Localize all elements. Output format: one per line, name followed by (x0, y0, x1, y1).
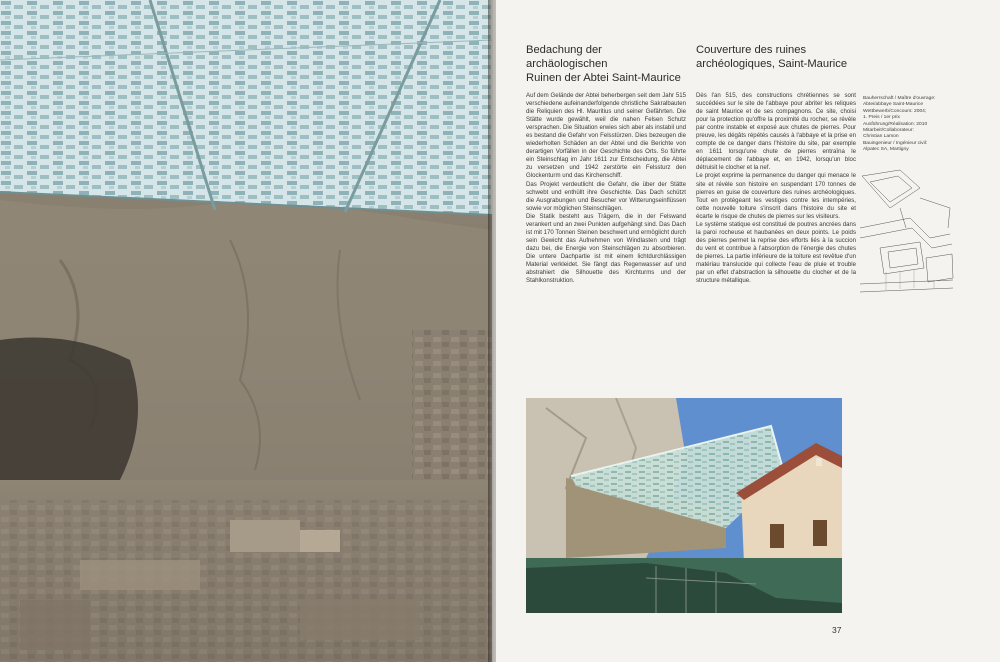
right-page (496, 0, 1000, 662)
paragraph: Le projet exprime la permanence du danger qui menace le site et révèle son histoire en suspendant 170 tonnes de pierres en guise de couverture des ruines archéologiques. Tout en protégeant les vestiges contre les intempéries, cette nouvelle toiture s'inscrit dans l'histoire du site et écarte le risque de chutes de pierres sur les visiteurs. (696, 172, 856, 220)
exterior-photo-image (526, 398, 842, 613)
paragraph: Die Statik besteht aus Trägern, die in der Felswand verankert und an zwei Punkten aufgehängt sind. Das Dach ist mit 170 Tonnen Steinen beschwert und ermöglicht durch sein Gewicht das Aufnehmen von Windlasten und trägt dazu bei, die Energie von Steinschlägen zu absorbieren. Die untere Dachpartie ist mit einem lichtdurchlässigen Material verkleidet. Sie fängt das Regenwasser auf und abstrahiert die Silhouette des Kirchturms und der Stahlkonstruktion. (526, 212, 686, 285)
body-text-french (696, 92, 856, 285)
credit-line: Bauingenieur / Ingénieur civil: (863, 140, 928, 146)
credit-line: Christian Lamon (863, 134, 899, 140)
paragraph: Das Projekt verdeutlicht die Gefahr, die über der Stätte schwebt und enthüllt ihre Geschichte. Das Dach schützt die Ausgrabungen und Besucher vor Witterungseinflüssen sowie vor möglichen Steinschlägen. (526, 180, 686, 212)
credit-line: Mitarbeit/Collaborateur: (863, 128, 914, 134)
credit-line: Alpatec SA, Martigny (863, 147, 909, 153)
site-plan-drawing (860, 168, 955, 300)
credit-line: Wettbewerb/Concours: 2004; (863, 108, 927, 114)
paragraph: Le système statique est constitué de poutres ancrées dans la paroi rocheuse et haubanées en deux points. Le poids des pierres permet la reprise des efforts liés à la succion du vent et contribue à l'absorption de l'énergie des chutes de pierres. La partie inférieure de la toiture est revêtue d'un matériau translucide qui collecte l'eau de pluie et trouble par un effet d'abstraction la silhouette du clocher et de la structure métallique. (696, 220, 856, 285)
credit-line: 1. Preis / 1er prix (863, 115, 900, 121)
title-german (526, 43, 686, 85)
page-number: 37 (832, 625, 842, 635)
left-page-photo (0, 0, 492, 662)
title-french-line-2: archéologiques, Saint-Maurice (696, 58, 848, 70)
project-credits (863, 96, 963, 154)
title-german-line-2: Ruinen der Abtei Saint-Maurice (526, 72, 681, 84)
credit-line: Bauherrschaft / Maître d'ouvrage: (863, 96, 936, 101)
title-french (696, 43, 856, 71)
body-text-german (526, 92, 686, 285)
credit-line: Abtei/abbaye Saint-Maurice (863, 102, 924, 108)
paragraph: Dès l'an 515, des constructions chrétiennes se sont succédées sur le site de l'abbaye pour abriter les reliques de saint Maurice et de ses compagnons. Ce site, choisi pour la protection qu'offre la proximité du rocher, se révèle par contre instable et exposé aux chutes de pierres. Pour preuve, les dégâts répétés causés à l'abbaye et la prise en compte de ce danger dans l'histoire du site, par exemple en 1611 lorsqu'une chute de pierres entraîna le déplacement de l'abbaye et, en 1942, lorsqu'un bloc détruisit le clocher et la nef. (696, 92, 856, 172)
exterior-photo (526, 398, 842, 613)
paragraph: Auf dem Gelände der Abtei beherbergen seit dem Jahr 515 verschiedene aufeinanderfolgende christliche Sakralbauten die Reliquien des Hl. Mauritius und seiner Gefährten. Die Stätte wurde gewählt, weil die nahen Felsen Schutz versprachen. Die Situation erwies sich aber als instabil und es bestand die Gefahr von Felsstürzen. Dies bezeugen die wiederholten Schäden an der Abtei und die Berichte von derartigen Vorfällen in der Geschichte des Orts. So führte ein Steinschlag im Jahr 1611 zur Entscheidung, die Abtei zu versetzen und 1942 zerstörte ein Felssturz den Glockenturm und das Kirchenschiff. (526, 92, 686, 180)
title-french-line-1: Couverture des ruines (696, 44, 807, 56)
ruins-photo (0, 0, 492, 662)
credit-line: Ausführung/Réalisation: 2010 (863, 121, 928, 127)
title-german-line-1: Bedachung der archäologischen (526, 44, 608, 70)
